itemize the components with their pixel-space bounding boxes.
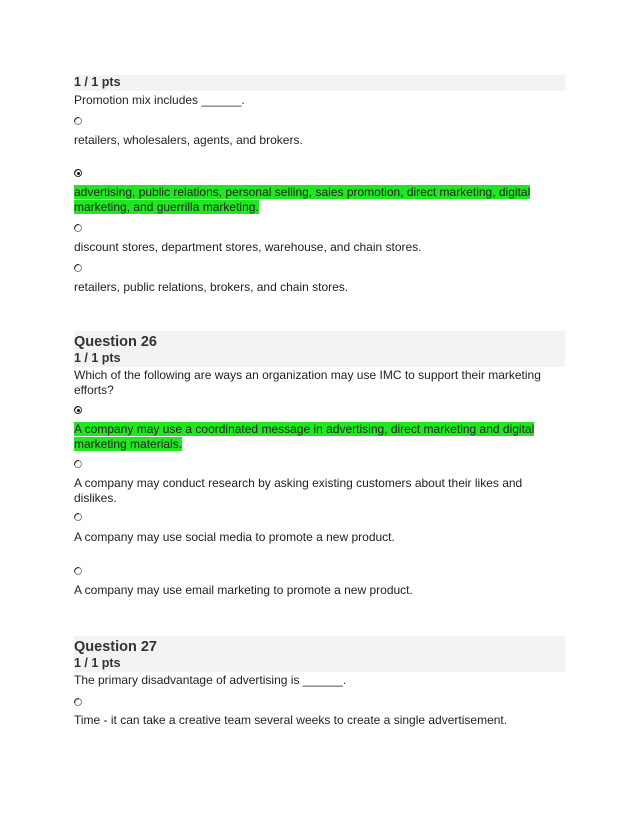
q25-option-2-radio-selected[interactable] [74,169,82,177]
q25-option-2-label [74,185,554,215]
q26-points: 1 / 1 pts [74,351,121,365]
q25-option-1-radio[interactable] [74,117,82,125]
q25-option-1-label: retailers, wholesalers, agents, and brokers. [74,133,303,147]
q26-option-2-radio[interactable] [74,460,82,468]
q26-option-3-radio[interactable] [74,513,82,521]
q26-header [74,331,565,367]
q26-option-1-label [74,422,554,452]
q25-option-4-label: retailers, public relations, brokers, and chain stores. [74,280,349,294]
q25-option-3-label: discount stores, department stores, warehouse, and chain stores. [74,240,422,254]
q25-header [74,75,565,91]
q25-question-text: Promotion mix includes ______. [74,93,245,107]
q26-title: Question 26 [74,334,157,350]
q26-correct-answer-highlight: A company may use a coordinated message in advertising, direct marketing and digital marketing materials. [74,422,535,451]
q27-option-1-label: Time - it can take a creative team several weeks to create a single advertisement. [74,713,508,727]
q26-option-2-label: A company may conduct research by asking existing customers about their likes and dislikes. [74,476,523,505]
q26-option-4-radio[interactable] [74,567,82,575]
q26-option-4-label: A company may use email marketing to promote a new product. [74,583,413,597]
q26-question-text: Which of the following are ways an organization may use IMC to support their marketing efforts? [74,368,541,397]
q27-option-1-radio[interactable] [74,698,82,706]
q26-option-1-radio-selected[interactable] [74,406,82,414]
q27-question-text: The primary disadvantage of advertising is ______. [74,673,347,687]
q25-option-4-radio[interactable] [74,264,82,272]
q27-points: 1 / 1 pts [74,656,121,670]
q27-title: Question 27 [74,639,157,655]
q27-header [74,636,565,672]
q25-correct-answer-highlight: advertising, public relations, personal selling, sales promotion, direct marketing, digital marketing, and guerrilla marketing. [74,185,531,214]
q25-option-3-radio[interactable] [74,224,82,232]
q26-option-3-label: A company may use social media to promote a new product. [74,530,395,544]
q25-points: 1 / 1 pts [74,75,121,89]
